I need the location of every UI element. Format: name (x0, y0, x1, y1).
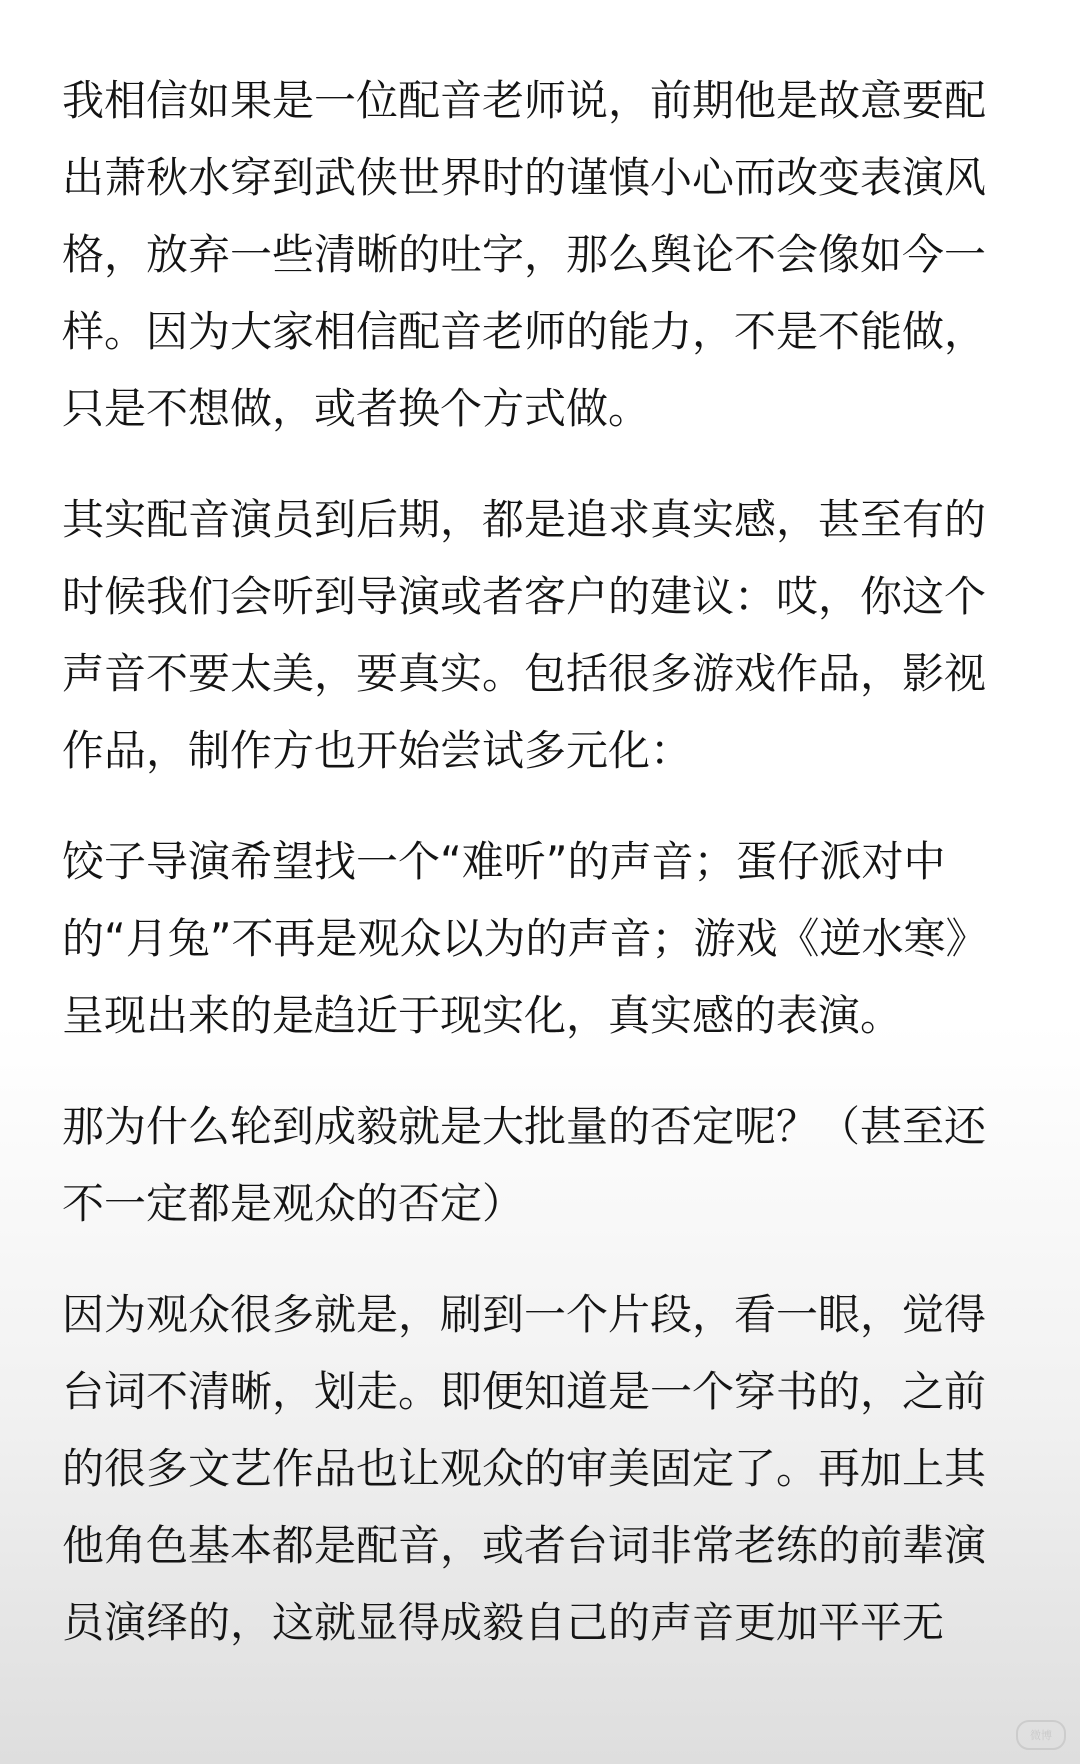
paragraph-2: 其实配音演员到后期，都是追求真实感，甚至有的 时候我们会听到导演或者客户的建议：哎，你这个 声音不要太美，要真实。包括很多游戏作品，影视 作品，制作方也开始尝试多元化： (62, 495, 987, 775)
weibo-logo-icon: 微博 (1016, 1720, 1066, 1750)
article-body (62, 62, 1022, 1695)
paragraph-3: 饺子导演希望找一个“难听”的声音；蛋仔派对中 的“月兔”不再是观众以为的声音；游戏《逆水寒》 呈现出来的是趋近于现实化，真实感的表演。 (62, 837, 988, 1040)
paragraph-1: 我相信如果是一位配音老师说，前期他是故意要配 出萧秋水穿到武侠世界时的谨慎小心而改变表演风 格，放弃一些清晰的吐字，那么舆论不会像如今一 样。因为大家相信配音老师的能力，不是不能做， 只是不想做，或者换个方式做。 (62, 76, 987, 433)
watermark (1016, 1720, 1066, 1750)
paragraph-5: 因为观众很多就是，刷到一个片段，看一眼，觉得 台词不清晰，划走。即便知道是一个穿书的，之前 的很多文艺作品也让观众的审美固定了。再加上其 他角色基本都是配音，或者台词非常老练的前辈演 员演绎的，这就显得成毅自己的声音更加平平无 (62, 1290, 987, 1647)
paragraph-4: 那为什么轮到成毅就是大批量的否定呢？（甚至还 不一定都是观众的否定） (62, 1102, 987, 1228)
